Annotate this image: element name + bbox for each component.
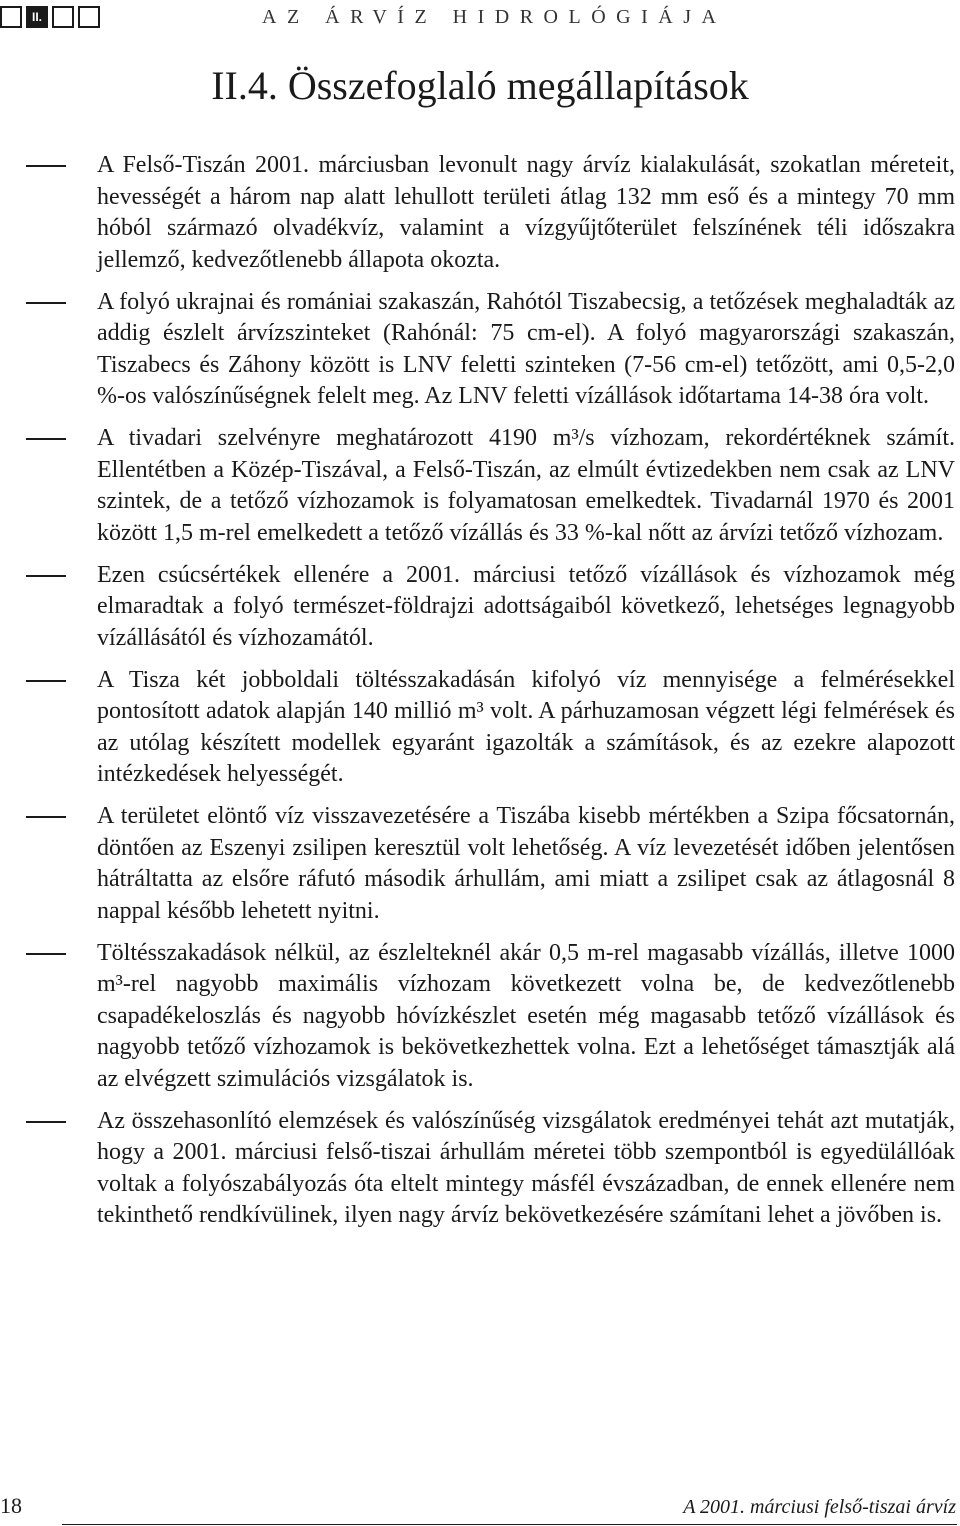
list-item-text: Az összehasonlító elemzések és valószínűség vizsgálatok eredményei tehát azt mutatják, hogy a 2001. márciusi felső-tiszai árhullám méretei több szempontból is egyedülállóak voltak a folyószabályozás óta eltelt mintegy másfél évszázadban, de ennek ellenére nem tekinthető rendkívülinek, ilyen nagy árvíz bekövetkezésére számítani lehet a jövőben is. bbox=[97, 1107, 955, 1228]
list-item bbox=[20, 150, 955, 276]
dash-bullet-icon bbox=[26, 438, 66, 440]
dash-bullet-icon bbox=[26, 575, 66, 577]
page-number: 18 bbox=[0, 1493, 22, 1518]
list-item bbox=[20, 287, 955, 413]
summary-list bbox=[20, 150, 955, 1242]
footer-title: A 2001. márciusi felső-tiszai árvíz bbox=[683, 1496, 956, 1518]
chapter-box-3 bbox=[52, 6, 74, 28]
list-item-text: Ezen csúcsértékek ellenére a 2001. márciusi tetőző vízállások és vízhozamok még elmaradtak a folyó természet-földrajzi adottságaiból következő, lehetséges legnagyobb vízállásától és vízhozamától. bbox=[97, 561, 955, 651]
list-item-text: A Felső-Tiszán 2001. márciusban levonult nagy árvíz kialakulását, szokatlan méreteit, hevességét a három nap alatt lehullott területi átlag 132 mm eső és a mintegy 70 mm hóból származó olvadékvíz, valamint a vízgyűjtőterület felszínének téli időszakra jellemző, kedvezőtlenebb állapota okozta. bbox=[97, 152, 955, 273]
list-item-text: A területet elöntő víz visszavezetésére a Tiszába kisebb mértékben a Szipa főcsatornán, döntően az Eszenyi zsilipen keresztül volt lehetőség. A víz levezetését időben jelentősen hátráltatta az elsőre ráfutó második árhullám, ami miatt a zsilipet csak az átlagosnál 8 nappal később lehetett nyitni. bbox=[97, 803, 955, 924]
dash-bullet-icon bbox=[26, 680, 66, 682]
list-item-text: Töltésszakadások nélkül, az észlelteknél akár 0,5 m-rel magasabb vízállás, illetve 1000 m³-rel nagyobb maximális vízhozam következett volna be, de kedvezőtlenebb csapadékeloszlás és nagyobb hóvízkészlet esetén még magasabb tetőző vízállások és nagyobb tetőző vízhozamok is bekövetkezhettek volna. Ezt a lehetőséget támasztják alá az elvégzett szimulációs vizsgálatok is. bbox=[97, 939, 955, 1092]
chapter-box-current: II. bbox=[26, 6, 48, 28]
chapter-box-4 bbox=[78, 6, 100, 28]
chapter-indicator bbox=[0, 6, 100, 28]
dash-bullet-icon bbox=[26, 302, 66, 304]
running-head: AZ ÁRVÍZ HIDROLÓGIÁJA bbox=[262, 6, 727, 28]
dash-bullet-icon bbox=[26, 816, 66, 818]
list-item bbox=[20, 801, 955, 927]
section-title: II.4. Összefoglaló megállapítások bbox=[211, 63, 749, 108]
list-item bbox=[20, 665, 955, 791]
list-item-text: A folyó ukrajnai és romániai szakaszán, Rahótól Tiszabecsig, a tetőzések meghaladták az addig észlelt árvízszinteket (Rahónál: 75 cm-el). A folyó magyarországi szakaszán, Tiszabecs és Záhony között is LNV feletti szinteken (7-56 cm-el) tetőzött, ami 0,5-2,0 %-os valószínűségnek felelt meg. Az LNV feletti vízállások időtartama 14-38 óra volt. bbox=[97, 288, 955, 409]
list-item bbox=[20, 423, 955, 549]
list-item bbox=[20, 938, 955, 1096]
chapter-box-1 bbox=[0, 6, 22, 28]
dash-bullet-icon bbox=[26, 165, 66, 167]
list-item-text: A tivadari szelvényre meghatározott 4190 m³/s vízhozam, rekordértéknek számít. Ellentétben a Közép-Tiszával, a Felső-Tiszán, az elmúlt évtizedekben nem csak az LNV szintek, de a tetőző vízhozamok is folyamatosan emelkedtek. Tivadarnál 1970 és 2001 között 1,5 m-rel emelkedett a tetőző vízállás és 33 %-kal nőtt az árvízi tetőző vízhozam. bbox=[97, 425, 955, 546]
list-item bbox=[20, 1106, 955, 1232]
list-item bbox=[20, 560, 955, 655]
dash-bullet-icon bbox=[26, 1121, 66, 1123]
list-item-text: A Tisza két jobboldali töltésszakadásán kifolyó víz mennyisége a felmérésekkel pontosított adatok alapján 140 millió m³ volt. A párhuzamosan végzett légi felmérések és az utólag készített modellek egyaránt igazolták a számítások, és az ezekre alapozott intézkedések helyességét. bbox=[97, 666, 955, 787]
footer-rule bbox=[62, 1524, 957, 1525]
dash-bullet-icon bbox=[26, 953, 66, 955]
